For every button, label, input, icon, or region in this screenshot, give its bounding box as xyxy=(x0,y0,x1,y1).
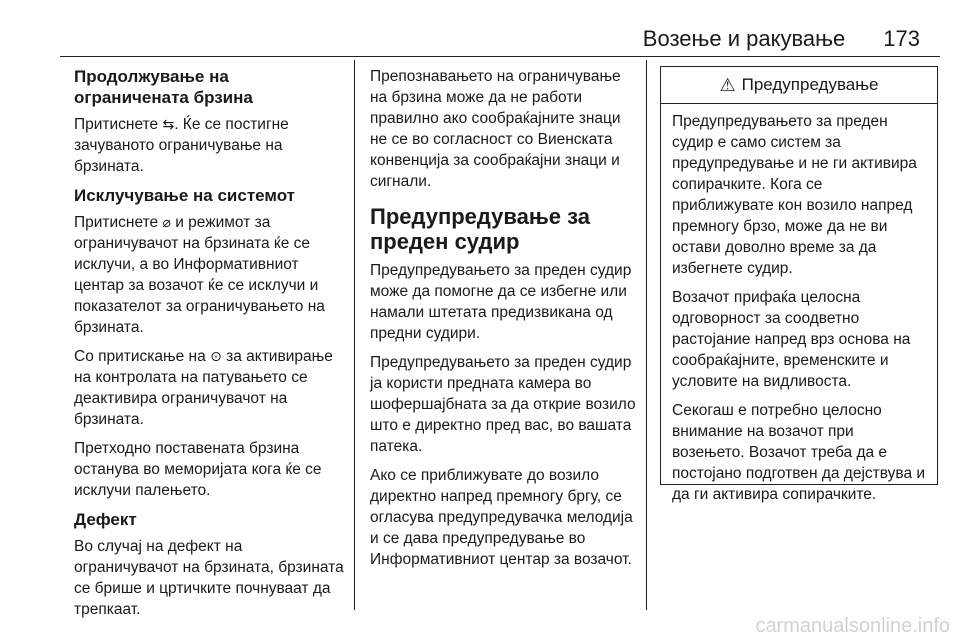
column-divider-2 xyxy=(646,60,647,610)
heading-fault: Дефект xyxy=(74,510,137,529)
heading-continue: Продолжување на ограничената брзина xyxy=(74,67,253,107)
speed-limiter-off-icon: ⌀ xyxy=(162,214,171,230)
warning-title: Предупредување xyxy=(741,75,879,94)
para-fault: Во случај на дефект на ограничувачот на брзината, брзината се брише и цртичките почнуваат да трепкаат. xyxy=(74,538,344,618)
header-title: Возење и ракување xyxy=(642,26,846,51)
watermark: carmanualsonline.info xyxy=(755,615,950,637)
warning-para-2: Возачот прифаќа целосна одговорност за соодветно растојание напред врз основа на сообраќајните, временските и условите на видливоста. xyxy=(672,289,911,390)
para-off-2: Со притискање на ⊙ за активирање на контролата на патувањето се деактивира ограничувачот на брзината. xyxy=(74,348,333,428)
para-fcw-2: Предупредувањето за преден судир ја користи предната камера во шофершајбната за да открие возило што е директно пред вас, во вашата патека. xyxy=(370,354,636,455)
speed-limiter-resume-icon: ⇆ xyxy=(162,116,175,132)
warning-para-3: Секогаш е потребно целосно внимание на возачот при возењето. Возачот треба да е постојано подготвен да дејствува и да ги активира сопирачките. xyxy=(672,402,926,503)
page-number: 173 xyxy=(883,26,920,51)
para-off-3: Претходно поставената брзина останува во меморијата кога ќе се исклучи палењето. xyxy=(74,440,322,499)
para-continue: Притиснете ⇆. Ќе се постигне зачуваното ограничување на брзината. xyxy=(74,116,289,175)
header-rule xyxy=(60,56,940,57)
page-header xyxy=(60,24,920,54)
para-off-1: Притиснете ⌀ и режимот за ограничувачот на брзината ќе се исклучи, а во Информативниот центар за возачот ќе се исклучи и показателот за ограничувањето на брзината. xyxy=(74,214,325,336)
warning-box xyxy=(660,66,938,503)
warning-title-bar xyxy=(661,67,937,104)
para-fcw-3: Ако се приближувате до возило директно напред премногу бргу, се огласува предупредувачка мелодија и се дава предупредување во Информативниот центар за возачот. xyxy=(370,467,633,568)
warning-body xyxy=(661,104,937,505)
heading-fcw: Предупредување за преден судир xyxy=(370,204,591,254)
para-fcw-1: Предупредувањето за преден судир може да помогне да се избегне или намали штетата предизвикана од предни судири. xyxy=(370,262,632,342)
warning-para-1: Предупредувањето за преден судир е само систем за предупредување и не ги активира сопирачките. Кога се приближувате кон возило напред премногу брзо, може да не ви остави доволно време за да избегнете судир. xyxy=(672,113,917,277)
column-1 xyxy=(74,66,346,628)
column-2 xyxy=(370,66,640,578)
para-intro: Препознавањето на ограничувањe на брзина може да не работи правилно ако сообраќајните знаци не се во согласност со Виенската конвенција за сообраќајни знаци и сигнали. xyxy=(370,68,621,190)
column-divider-1 xyxy=(354,60,355,610)
warning-triangle-icon: ⚠ xyxy=(719,74,736,95)
heading-off: Исклучување на системот xyxy=(74,186,296,205)
cruise-control-icon: ⊙ xyxy=(210,348,222,364)
